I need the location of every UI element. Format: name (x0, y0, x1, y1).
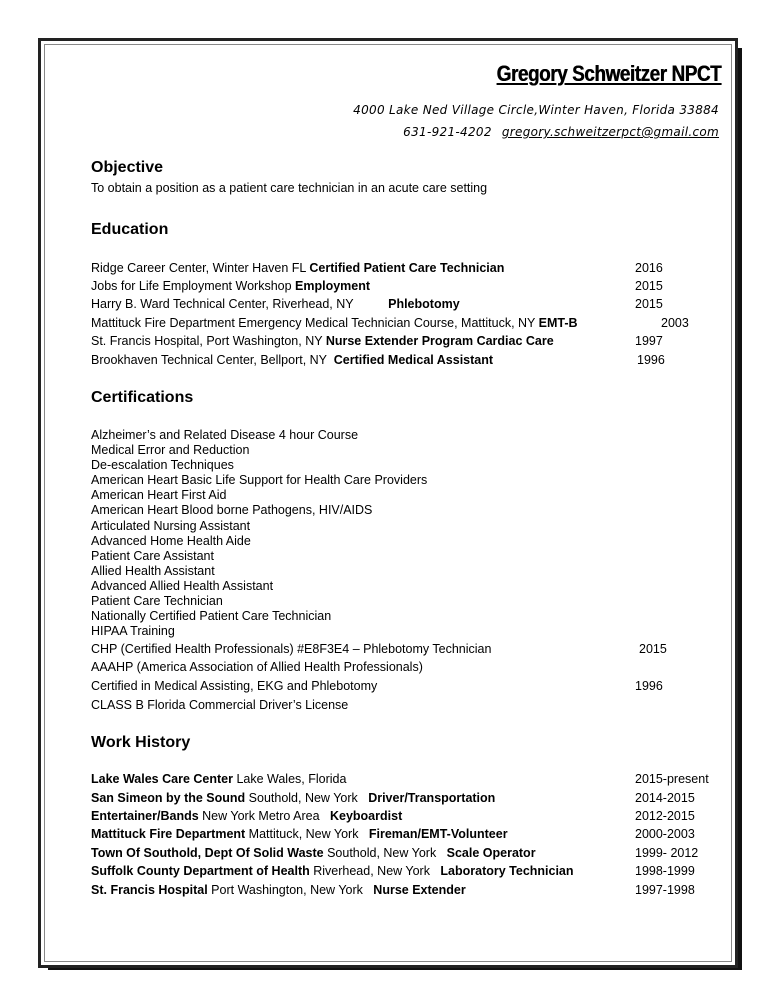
education-school: Mattituck Fire Department Emergency Medical Technician Course, Mattituck, NY (91, 316, 539, 330)
work-years: 1999- 2012 (635, 846, 699, 860)
work-employer: Lake Wales Care Center (91, 772, 233, 786)
work-years: 1997-1998 (635, 883, 695, 897)
work-years: 2015-present (635, 772, 709, 786)
contact-line (403, 125, 719, 139)
work-employer: San Simeon by the Sound (91, 791, 246, 805)
certifications-heading: Certifications (91, 389, 194, 406)
education-program: EMT-B (538, 316, 578, 330)
resume-page (38, 38, 738, 968)
phone-number: 631-921-4202 (403, 125, 492, 139)
work-years: 2012-2015 (635, 809, 695, 823)
education-row (91, 261, 721, 279)
education-program: Employment (295, 279, 371, 293)
certification-item: American Heart Basic Life Support for Health Care Providers (91, 473, 428, 488)
education-row (91, 297, 721, 315)
education-program: Certified Patient Care Technician (309, 261, 505, 275)
education-program: Nurse Extender Program Cardiac Care (325, 334, 554, 348)
certification-cma-text: Certified in Medical Assisting, EKG and Phlebotomy (91, 679, 378, 693)
work-location: Mattituck, New York (245, 827, 369, 841)
work-years: 2014-2015 (635, 791, 695, 805)
certification-item: Advanced Home Health Aide (91, 533, 251, 548)
work-row (91, 772, 721, 790)
certification-cma (91, 679, 721, 697)
education-year: 2003 (661, 316, 689, 330)
education-year: 1996 (637, 353, 665, 367)
education-row (91, 316, 721, 334)
certification-item: Nationally Certified Patient Care Technician (91, 609, 332, 624)
education-school: Jobs for Life Employment Workshop (91, 279, 296, 293)
work-years: 1998-1999 (635, 864, 695, 878)
education-year: 2015 (635, 279, 663, 293)
work-row (91, 864, 721, 882)
education-row (91, 279, 721, 297)
certification-cdl-text: CLASS B Florida Commercial Driver’s License (91, 698, 349, 712)
certification-item: Patient Care Assistant (91, 548, 214, 563)
work-employer: Mattituck Fire Department (91, 827, 246, 841)
education-school: Brookhaven Technical Center, Bellport, NY (91, 353, 334, 367)
certification-chp-text: CHP (Certified Health Professionals) #E8F3E4 – Phlebotomy Technician (91, 642, 492, 656)
certification-chp-year: 2015 (639, 642, 667, 656)
education-heading: Education (91, 221, 169, 238)
work-employer: Entertainer/Bands (91, 809, 199, 823)
certification-item: Patient Care Technician (91, 594, 223, 609)
work-location: New York Metro Area (198, 809, 330, 823)
certification-chp (91, 642, 721, 660)
work-location: Southold, New York (245, 791, 369, 805)
work-employer: St. Francis Hospital (91, 883, 208, 897)
education-year: 1997 (635, 334, 663, 348)
education-year: 2015 (635, 297, 663, 311)
certification-item: Medical Error and Reduction (91, 443, 250, 458)
address-line: 4000 Lake Ned Village Circle,Winter Haven, Florida 33884 (353, 103, 719, 117)
work-row (91, 827, 721, 845)
education-school: St. Francis Hospital, Port Washington, NY (91, 334, 326, 348)
education-school: Ridge Career Center, Winter Haven FL (91, 261, 310, 275)
work-row (91, 883, 721, 901)
certification-item: American Heart Blood borne Pathogens, HIV/AIDS (91, 503, 373, 518)
work-role: Scale Operator (446, 846, 536, 860)
certification-item: Advanced Allied Health Assistant (91, 578, 274, 593)
certification-cma-year: 1996 (635, 679, 663, 693)
work-role: Fireman/EMT-Volunteer (368, 827, 508, 841)
education-program: Phlebotomy (388, 297, 460, 311)
work-role: Nurse Extender (373, 883, 466, 897)
certification-item: Alzheimer’s and Related Disease 4 hour Course (91, 428, 359, 442)
certification-item: HIPAA Training (91, 624, 175, 639)
education-program: Certified Medical Assistant (333, 353, 494, 367)
certification-item: Allied Health Assistant (91, 563, 215, 578)
work-location: Riverhead, New York (309, 864, 441, 878)
certification-cdl (91, 698, 721, 716)
work-role: Driver/Transportation (368, 791, 496, 805)
work-role: Laboratory Technician (440, 864, 574, 878)
work-row (91, 846, 721, 864)
work-employer: Town Of Southold, Dept Of Solid Waste (91, 846, 324, 860)
education-school: Harry B. Ward Technical Center, Riverhead, NY (91, 297, 389, 311)
candidate-name: Gregory Schweitzer NPCT (496, 61, 721, 86)
certification-item: Articulated Nursing Assistant (91, 518, 251, 533)
certification-item: De-escalation Techniques (91, 458, 234, 473)
work-location: Southold, New York (323, 846, 447, 860)
email-link[interactable]: gregory.schweitzerpct@gmail.com (501, 125, 719, 139)
work-row (91, 791, 721, 809)
objective-heading: Objective (91, 159, 164, 176)
certifications-list (91, 428, 427, 639)
certification-item: American Heart First Aid (91, 488, 227, 503)
education-row (91, 353, 721, 371)
education-row (91, 334, 721, 352)
work-years: 2000-2003 (635, 827, 695, 841)
certification-aaahp-text: AAAHP (America Association of Allied Health Professionals) (91, 660, 423, 674)
education-year: 2016 (635, 261, 663, 275)
work-row (91, 809, 721, 827)
work-employer: Suffolk County Department of Health (91, 864, 310, 878)
work-location: Port Washington, New York (207, 883, 374, 897)
certification-aaahp (91, 660, 721, 678)
objective-text: To obtain a position as a patient care technician in an acute care setting (91, 181, 488, 195)
work-location: Lake Wales, Florida (232, 772, 347, 786)
work-history-heading: Work History (91, 734, 191, 751)
work-role: Keyboardist (329, 809, 403, 823)
